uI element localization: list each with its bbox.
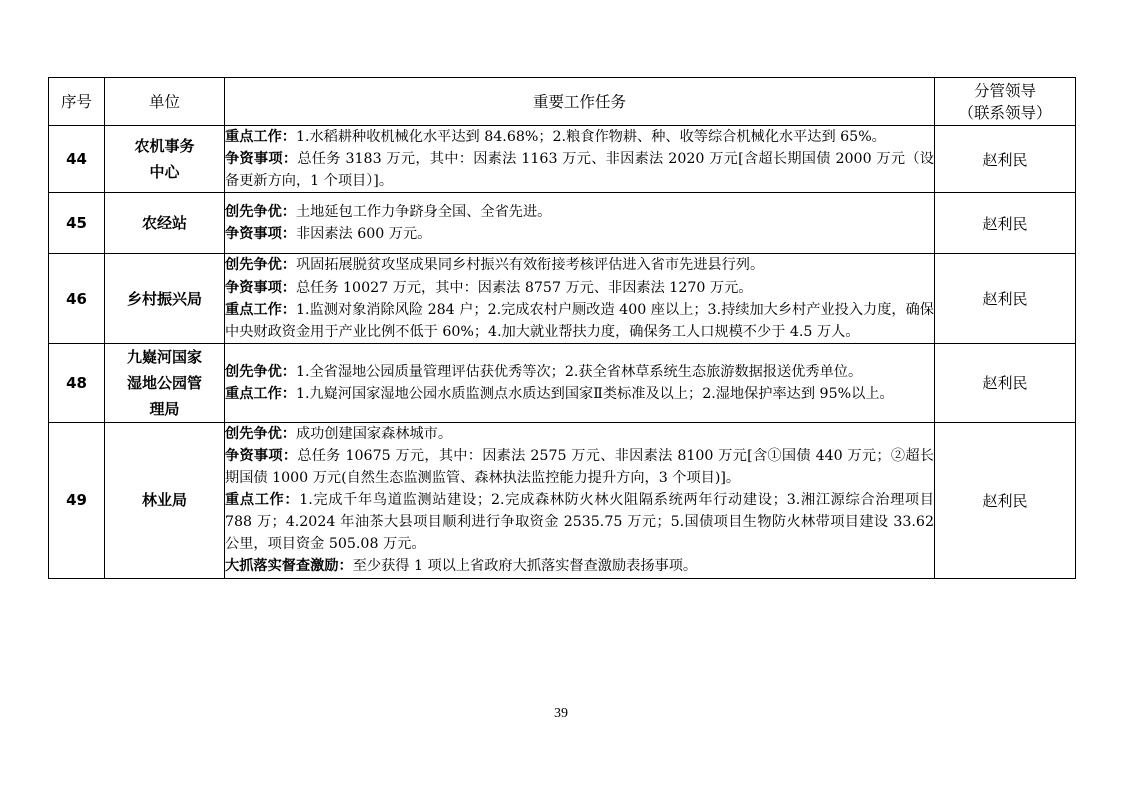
task-item [225, 555, 934, 577]
unit-name-line: 理局 [149, 399, 180, 418]
table-row [49, 422, 1076, 578]
task-text: 1.九嶷河国家湿地公园水质监测点水质达到国家Ⅱ类标准及以上；2.湿地保护率达到 95%以上。 [295, 385, 894, 402]
task-text: 成功创建国家森林城市。 [295, 425, 453, 442]
task-label: 创先争优： [225, 204, 296, 221]
task-text: 总任务 3183 万元，其中：因素法 1163 万元、非因素法 2020 万元[含超长期国债 2000 万元（设备更新方向，1 个项目）]。 [225, 151, 934, 190]
row-number: 46 [49, 254, 105, 343]
task-table [48, 77, 1076, 579]
task-item [225, 254, 934, 276]
leader-name: 赵利民 [935, 422, 1076, 578]
task-item [225, 383, 934, 405]
task-item [225, 423, 934, 445]
table-row [49, 254, 1076, 343]
unit-name [105, 422, 225, 578]
task-item [225, 361, 934, 383]
unit-name-line: 中心 [149, 163, 180, 182]
task-text: 至少获得 1 项以上省政府大抓落实督查激励表扬事项。 [352, 558, 698, 575]
table-row [49, 126, 1076, 193]
row-number: 44 [49, 126, 105, 193]
task-item [225, 299, 934, 343]
task-label: 争资事项： [225, 226, 296, 243]
task-label: 争资事项： [225, 279, 296, 296]
header-leader [935, 78, 1076, 126]
unit-name-line: 乡村振兴局 [126, 289, 202, 308]
header-leader-line2: （联系领导） [958, 103, 1052, 122]
task-list [225, 126, 935, 193]
unit-name [105, 343, 225, 422]
task-text: 总任务 10675 万元，其中：因素法 2575 万元、非因素法 8100 万元[含①国债 440 万元；②超长期国债 1000 万元(自然生态监测监管、森林执法监控能力提升方向，3 个项目)]。 [225, 447, 934, 487]
task-text: 土地延包工作力争跻身全国、全省先进。 [295, 204, 552, 221]
unit-name [105, 126, 225, 193]
row-number: 49 [49, 422, 105, 578]
task-label: 创先争优： [225, 257, 296, 274]
task-list [225, 422, 935, 578]
task-label: 争资事项： [225, 447, 298, 464]
unit-name-line: 农经站 [141, 214, 187, 233]
header-no: 序号 [49, 78, 105, 126]
leader-name: 赵利民 [935, 343, 1076, 422]
task-text: 1.水稻耕种收机械化水平达到 84.68%；2.粮食作物耕、种、收等综合机械化水平达到 65%。 [295, 129, 886, 145]
unit-name [105, 254, 225, 343]
task-label: 重点工作： [225, 385, 296, 402]
header-leader-line1: 分管领导 [973, 81, 1036, 100]
row-number: 45 [49, 193, 105, 254]
leader-name: 赵利民 [935, 193, 1076, 254]
task-label: 争资事项： [225, 151, 298, 168]
task-item [225, 201, 934, 223]
task-list [225, 193, 935, 254]
row-number: 48 [49, 343, 105, 422]
task-text: 巩固拓展脱贫攻坚成果同乡村振兴有效衔接考核评估进入省市先进县行列。 [295, 257, 765, 274]
task-text: 1.监测对象消除风险 284 户；2.完成农村户厕改造 400 座以上；3.持续加大乡村产业投入力度，确保中央财政资金用于产业比例不低于 60%；4.加大就业帮扶力度，确保务工人口规模不少于 4.5 万人。 [225, 301, 934, 340]
task-label: 重点工作： [225, 301, 296, 318]
task-label: 重点工作： [225, 129, 296, 145]
unit-name-line: 湿地公园管 [126, 373, 202, 392]
leader-name: 赵利民 [935, 126, 1076, 193]
unit-name-line: 农机事务 [134, 137, 195, 156]
task-item [225, 489, 934, 555]
task-text: 1.完成千年鸟道监测站建设；2.完成森林防火林火阻隔系统两年行动建设；3.湘江源综合治理项目 788 万；4.2024 年油茶大县项目顺利进行争取资金 2535.75 万元；5.国债项目生物防火林带项目建设 33.62 公里，项目资金 505.08 万元。 [225, 492, 934, 553]
task-text: 1.全省湿地公园质量管理评估获优秀等次；2.获全省林草系统生态旅游数据报送优秀单位。 [295, 363, 863, 380]
task-item [225, 126, 934, 148]
task-label: 创先争优： [225, 425, 296, 442]
table-row [49, 343, 1076, 422]
unit-name [105, 193, 225, 254]
header-unit: 单位 [105, 78, 225, 126]
unit-name-line: 九嶷河国家 [126, 347, 202, 366]
task-item [225, 148, 934, 192]
table-row [49, 193, 1076, 254]
leader-name: 赵利民 [935, 254, 1076, 343]
task-label: 重点工作： [225, 492, 300, 509]
task-text: 总任务 10027 万元，其中：因素法 8757 万元、非因素法 1270 万元。 [295, 279, 753, 296]
task-item [225, 445, 934, 489]
header-row [49, 78, 1076, 126]
task-item [225, 223, 934, 245]
unit-name-line: 林业局 [141, 491, 187, 510]
task-list [225, 254, 935, 343]
page-number: 39 [554, 706, 568, 721]
header-tasks: 重要工作任务 [225, 78, 935, 126]
task-text: 非因素法 600 万元。 [295, 226, 432, 243]
task-label: 创先争优： [225, 363, 296, 380]
task-label: 大抓落实督查激励： [225, 558, 353, 575]
task-item [225, 277, 934, 299]
task-list [225, 343, 935, 422]
